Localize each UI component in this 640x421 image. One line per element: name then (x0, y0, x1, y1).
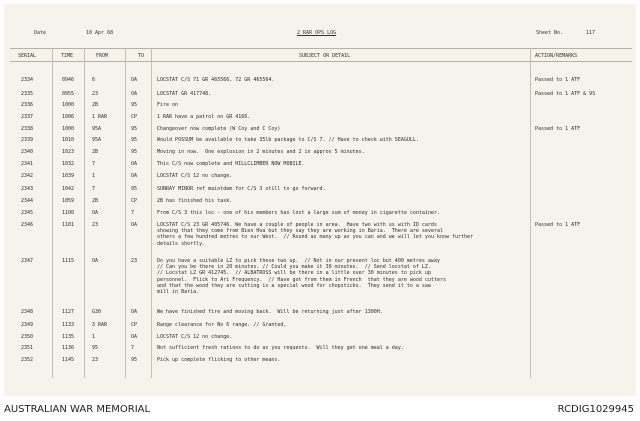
row-serial: 2345 (21, 210, 34, 216)
row-detail-line: // Locstat LZ GR 412745. // ALBATROSS will be there in a little over 30 minutes to pick up (157, 270, 431, 277)
row-to: OA (131, 77, 138, 83)
row-serial: 2351 (21, 345, 34, 351)
row-detail-line: LOCSTAT C/S 12 no change. (157, 173, 233, 179)
row-time: 1006 (62, 114, 75, 120)
row-detail-line: Moving in now. One explosion in 2 minutes and 2 in approx 5 minutes. (157, 149, 365, 155)
row-detail-line: Not sufficient fresh rations to do as you requests. Will they get one meal a day. (157, 345, 404, 351)
row-time: 1101 (62, 222, 75, 228)
row-time: 1136 (62, 345, 75, 351)
row-serial: 2337 (21, 114, 34, 120)
row-time: 1145 (62, 357, 75, 363)
row-time: 1059 (62, 198, 75, 204)
row-serial: 2346 (21, 222, 34, 228)
row-serial: 2336 (21, 102, 34, 108)
row-action: Passed to 1 ATF (535, 77, 581, 83)
row-detail-line: personnel. Flick to Ari Frequency. // Have got from them in French that they are wood cutters (157, 276, 446, 283)
col-divider (530, 48, 531, 378)
col-divider (84, 48, 85, 378)
row-detail-line: 2B has finished his task. (157, 198, 233, 204)
row-serial: 2352 (21, 357, 34, 363)
row-to: 95 (131, 357, 138, 363)
row-detail-line: LOCSTAT GR 417748. (157, 91, 212, 97)
row-serial: 2340 (21, 149, 34, 155)
row-to: CP (131, 198, 138, 204)
row-time: 1115 (62, 258, 75, 264)
row-detail-line: and that the wood they are cutting is a special wood for chopsticks. They send it to a saw (157, 282, 431, 289)
row-from: 23 (92, 357, 99, 363)
row-detail-line: LOCSTAT C/S 23 GR 405746. We have a couple of people in area. Have two with us with ID cards (157, 222, 437, 228)
row-to: 95 (131, 126, 138, 132)
col-divider (151, 48, 152, 378)
row-detail-line: Changeover now complete (W Coy and C Coy) (157, 126, 281, 132)
row-serial: 2344 (21, 198, 34, 204)
row-to: OA (131, 173, 138, 179)
row-time: 1127 (62, 309, 75, 315)
row-from: 1 (92, 173, 96, 179)
col-from: FROM (96, 53, 109, 59)
row-detail-line: 1 RAR have a patrol on GR 4166. (157, 114, 251, 120)
row-time: 1042 (62, 186, 75, 192)
row-from: 7 (92, 161, 96, 167)
log-sheet (4, 4, 636, 396)
row-to: CP (131, 114, 138, 120)
row-to: 95 (131, 186, 138, 192)
row-to: 95 (131, 149, 138, 155)
row-from: 7 (92, 186, 96, 192)
row-from: 23 (92, 222, 99, 228)
footer-source: AUSTRALIAN WAR MEMORIAL (4, 404, 151, 415)
row-time: 1000 (62, 126, 75, 132)
row-to: OA (131, 334, 138, 340)
row-serial: 2341 (21, 161, 34, 167)
row-serial: 2347 (21, 258, 34, 264)
row-from: 3 RAR (92, 322, 108, 328)
col-time: TIME (61, 53, 74, 59)
col-action: ACTION/REMARKS (535, 53, 578, 59)
date-value: 10 Apr 68 (86, 30, 114, 36)
row-to: 95 (131, 137, 138, 143)
row-to: 95 (131, 102, 138, 108)
row-serial: 2350 (21, 334, 34, 340)
row-detail-line: Fire on (157, 102, 179, 108)
row-to: OA (131, 161, 138, 167)
row-to: OA (131, 309, 138, 315)
row-to: CP (131, 322, 138, 328)
row-to: OA (131, 91, 138, 97)
row-to: OA (131, 222, 138, 228)
header-top-rule (10, 48, 632, 49)
row-from: 6 (92, 77, 96, 83)
sheet-number: 117 (586, 30, 596, 36)
row-detail-line: Range clearance for No 6 range. // Granted, (157, 322, 287, 328)
row-from: OA (92, 258, 99, 264)
row-to: 23 (131, 258, 138, 264)
row-time: 1000 (62, 102, 75, 108)
row-action: Passed to 1 ATF (535, 222, 581, 228)
row-from: 2B (92, 149, 99, 155)
row-action: Passed to 1 ATF & 9S (535, 91, 596, 97)
row-detail-line: From C/S 3 this loc - one of his members has lost a large sum of money in cigarette container. (157, 210, 440, 216)
sheet-label: Sheet No. (536, 30, 564, 36)
row-time: 1133 (62, 322, 75, 328)
row-detail-line: details shortly. (157, 240, 206, 247)
row-detail-line: LOCSTAT C/S 12 no change. (157, 334, 233, 340)
row-from: 2B (92, 198, 99, 204)
row-time: 1023 (62, 149, 75, 155)
row-time: 1039 (62, 173, 75, 179)
row-serial: 2339 (21, 137, 34, 143)
row-detail-line: showing that they come from Bien Hoa but they say they are working in Baria. There are several (157, 228, 443, 235)
row-time: 1010 (62, 137, 75, 143)
row-detail-line: // Can you be there in 20 minutes. // Could you make it 30 minutes. // Send locstat of LZ. (157, 264, 431, 271)
row-serial: 2343 (21, 186, 34, 192)
row-detail-line: mill in Baria. (157, 289, 200, 295)
row-from: 95A (92, 137, 102, 143)
row-from: 1 RAR (92, 114, 108, 120)
col-divider (125, 48, 126, 378)
row-from: 95A (92, 126, 102, 132)
row-serial: 2348 (21, 309, 34, 315)
row-action: Passed to 1 ATF (535, 126, 581, 132)
row-from: G30 (92, 309, 102, 315)
row-to: 7 (131, 345, 135, 351)
row-detail-line: We have finished fire and moving back. Will be returning just after 1300H. (157, 309, 383, 315)
row-time: 1135 (62, 334, 75, 340)
row-detail-line: Pick up complete flicking to other means. (157, 357, 281, 363)
date-label: Date (34, 30, 47, 36)
row-serial: 2335 (21, 91, 34, 97)
row-serial: 2338 (21, 126, 34, 132)
row-from: 1 (92, 334, 96, 340)
row-time: 0946 (62, 77, 75, 83)
row-time: 0955 (62, 91, 75, 97)
row-detail-line: LOCSTAT C/S 71 GR 465566, 72 GR 465564. (157, 77, 275, 83)
row-time: 1032 (62, 161, 75, 167)
row-to: 7 (131, 210, 135, 216)
row-serial: 2342 (21, 173, 34, 179)
col-divider (52, 48, 53, 378)
header-bottom-rule (10, 61, 632, 62)
row-time: 1100 (62, 210, 75, 216)
footer-id: RCDIG1029945 (557, 404, 634, 415)
row-detail-line: Would POSSUM be available to take 35lb package to C/S 7. // Have to check with SEAGULL. (157, 137, 419, 143)
row-from: 23 (92, 91, 99, 97)
col-subject: SUBJECT OR DETAIL (299, 53, 351, 59)
col-to: TO (138, 53, 145, 59)
row-detail-line: This C/S now complete and HILLCLIMBER NOW MOBILE. (157, 161, 305, 167)
row-from: 2B (92, 102, 99, 108)
row-from: 95 (92, 345, 99, 351)
row-from: OA (92, 210, 99, 216)
row-detail-line: Do you have a suitable LZ to pick these two up. // Not in our present loc but 400 metres away (157, 258, 440, 264)
row-serial: 2334 (21, 77, 34, 83)
row-detail-line: SUNRAY MINOR ref maintdem for C/S 3 still to go forward. (157, 186, 326, 192)
log-title: 2 RAR OPS LOG (297, 30, 337, 36)
row-detail-line: others a few hundred metres to our West. // Round as many up as you can and we will let you know further (157, 234, 474, 241)
col-serial: SERIAL (18, 53, 37, 59)
row-serial: 2349 (21, 322, 34, 328)
